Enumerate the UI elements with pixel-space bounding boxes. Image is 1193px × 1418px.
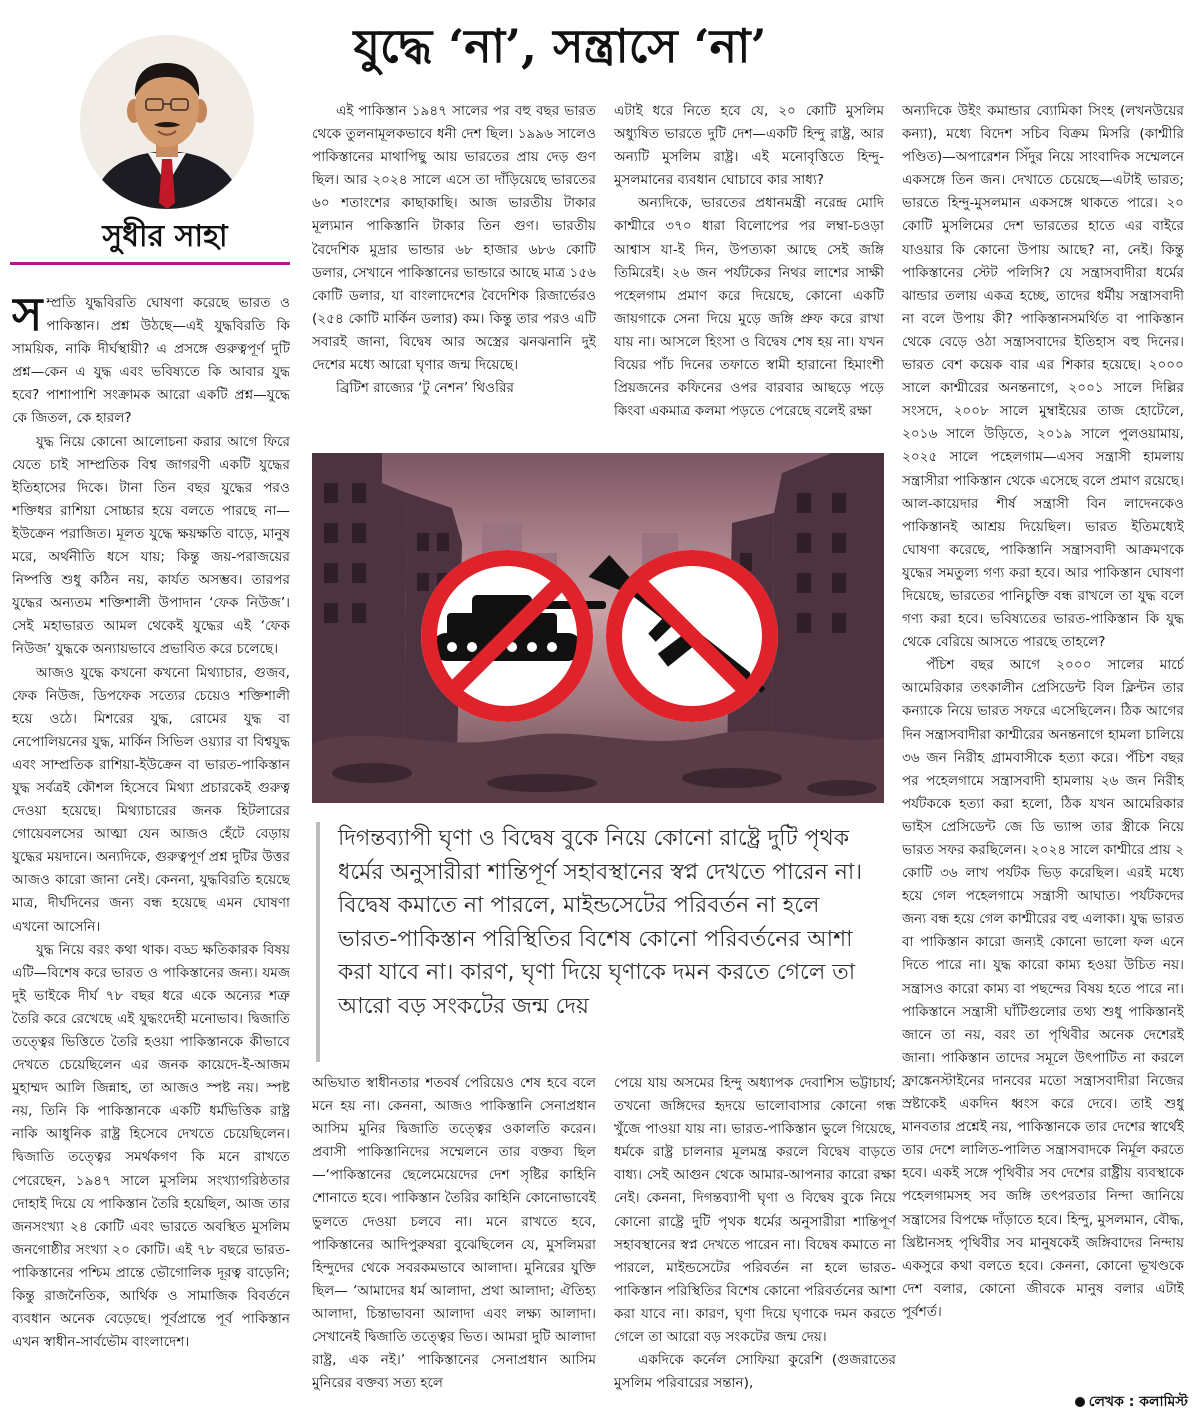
war-terror-illustration (312, 453, 884, 803)
author-photo (80, 35, 254, 209)
headline: যুদ্ধে ‘না’, সন্ত্রাসে ‘না’ (353, 19, 767, 73)
byline (1030, 1390, 1188, 1414)
paragraph: যুদ্ধ নিয়ে বরং কথা থাক। বড্ড ক্ষতিকারক বিষয় এটি—বিশেষ করে ভারত ও পাকিস্তানের জন্য। যমজ দুই ভাইকে দীর্ঘ ৭৮ বছর ধরে একে অন্যের শত্রু তৈরি করে রেখেছে এই যুদ্ধংদেহী মনোভাব। দ্বিজাতি তত্ত্বের ভিত্তিতে তৈরি হওয়া পাকিস্তানকে কীভাবে দেখতে চেয়েছিলেন এর জনক কায়েদে-ই-আজম মুহাম্মদ আলি জিন্নাহ, তা আজও স্পষ্ট নয়। স্পষ্ট নয়, তিনি কি পাকিস্তানকে একটি ধর্মভিত্তিক রাষ্ট্র নাকি আধুনিক রাষ্ট্র হিসেবে দেখতে চেয়েছিলেন। দ্বিজাতি তত্ত্বের সমর্থকগণ কি মনে রাখতে পেরেছেন, ১৯৪৭ সালে মুসলিম সংখ্যাগরিষ্ঠতার দোহাই দিয়ে যে পাকিস্তান তৈরি হয়েছিল, আজ তার জনসংখ্যা ২৪ কোটি এবং ভারতে অবস্থিত মুসলিম জনগোষ্ঠীর সংখ্যা ২০ কোটি। এই ৭৮ বছরে ভারত-পাকিস্তানের পশ্চিম প্রান্তে ভৌগোলিক দূরত্ব বাড়েনি; কিন্তু রাজনৈতিক, আর্থিক ও সামাজিক বিবর্তনে ব্যবধান অনেক বেড়েছে। পূর্বপ্রান্তে পূর্ব পাকিস্তান এখন স্বাধীন-সার্বভৌম বাংলাদেশ। (12, 941, 290, 1351)
article-column-3 (614, 100, 884, 450)
paragraph: পেয়ে যায় অসমের হিন্দু অধ্যাপক দেবাশিস ভট্টাচার্য; তখনো জঙ্গিদের হৃদয়ে ভালোবাসার কোনো গন্ধ খুঁজে পাওয়া যায় না। ভারত-পাকিস্তান ভুলে গিয়েছে, ধর্মকে রাষ্ট্র চালনার মূলমন্ত্র করলে বিদ্বেষ বাড়তে বাধ্য। সেই আগুন থেকে আমার-আপনার কারো রক্ষা নেই। কেননা, দিগন্তব্যাপী ঘৃণা ও বিদ্বেষ বুকে নিয়ে কোনো রাষ্ট্রে দুটি পৃথক ধর্মের অনুসারীরা শান্তিপূর্ণ সহাবস্থানের স্বপ্ন দেখতে পারেন না। বিদ্বেষ কমাতে না পারলে, মাইন্ডসেটের পরিবর্তন না হলে ভারত-পাকিস্তান পরিস্থিতির বিশেষ কোনো পরিবর্তনের আশা করা যাবে না। কারণ, ঘৃণা দিয়ে ঘৃণাকে দমন করতে গেলে তা আরো বড় সংকটের জন্ম দেয়। (614, 1075, 896, 1346)
paragraph: আজও যুদ্ধে কখনো কখনো মিথ্যাচার, গুজব, ফেক নিউজ, ডিপফেক সত্যের চেয়েও শক্তিশালী হয়ে ওঠে। মিশরের যুদ্ধ, রোমের যুদ্ধ বা নেপোলিয়নের যুদ্ধ, মার্কিন সিভিল ওয়্যার বা বিশ্বযুদ্ধ এবং সাম্প্রতিক রাশিয়া-ইউক্রেন বা ভারত-পাকিস্তান যুদ্ধ সর্বত্রই কৌশল হিসেবে মিথ্যা প্রচারকেই গুরুত্ব দেওয়া হয়েছে। মিথ্যাচারের জনক হিটলারের গোয়েবলসের আত্মা যেন আজও হেঁটে বেড়ায় যুদ্ধের ময়দানে। অন্যদিকে, গুরুত্বপূর্ণ প্রশ্ন দুটির উত্তর আজও কারো জানা নেই। কেননা, যুদ্ধবিরতি হয়েছে মাত্র, দীর্ঘদিনের জন্য বন্ধ হয়েছে এমন ঘোষণা এখনো আসেনি। (12, 664, 290, 935)
lead-paragraph-text: ম্প্রতি যুদ্ধবিরতি ঘোষণা করেছে ভারত ও পাকিস্তান। প্রশ্ন উঠছে—এই যুদ্ধবিরতি কি সাময়িক, নাকি দীর্ঘস্থায়ী? এ প্রসঙ্গে গুরুত্বপূর্ণ দুটি প্রশ্ন—কেন এ যুদ্ধ এবং ভবিষ্যতে কি আবার যুদ্ধ হবে? পাশাপাশি সংক্রামক আরো একটি প্রশ্ন—যুদ্ধে কে জিতল, কে হারল? (12, 295, 290, 427)
ruined-city-icon (312, 453, 884, 803)
paragraph: অন্যদিকে উইং কমান্ডার ব্যোমিকা সিংহ (লখনউয়ের কন্যা), মধ্যে বিদেশ সচিব বিক্রম মিসরি (কাশ্মীরি পণ্ডিত)—অপারেশন সিঁদুর নিয়ে সাংবাদিক সম্মেলনে একসঙ্গে তিন জন। দেখাতে চেয়েছে—এটাই ভারত; ভারতে হিন্দু-মুসলমান একসঙ্গে থাকতে পারে। ২০ কোটি মুসলিমের দেশ ভারতের হাতে এর বাইরে যাওয়ার কি কোনো উপায় আছে? না, নেই। কিন্তু পাকিস্তানের স্টেট পলিসি? যে সন্ত্রাসবাদীরা ধর্মের ঝান্ডার তলায় একত্র হচ্ছে, তাদের ধর্মীয় সন্ত্রাসবাদী না বলে উপায় কী? পাকিস্তানসমর্থিত বা পাকিস্তান থেকে বেড়ে ওঠা সন্ত্রাসবাদের ইতিহাস বহু দিনের। ভারত বেশ কয়েক বার এর শিকার হয়েছে। ২০০০ সালে কাশ্মীরের অনন্তনাগে, ২০০১ সালে দিল্লির সংসদে, ২০০৮ সালে মুম্বাইয়ের তাজ হোটেলে, ২০১৬ সালে উড়িতে, ২০১৯ সালে পুলওয়ামায়, ২০২৫ সালে পহেলগাম—এসব সন্ত্রাসী হামলায় সন্ত্রাসীরা পাকিস্তান থেকে এসেছে বলে প্রমাণ রয়েছে। আল-কায়েদার শীর্ষ সন্ত্রাসী বিন লাদেনকেও পাকিস্তানই আশ্রয় দিয়েছিল। ভারত ইতিমধ্যেই ঘোষণা করেছে, পাকিস্তানি সন্ত্রাসবাদী আক্রমণকে যুদ্ধের সমতুল্য গণ্য করা হবে। আর পাকিস্তান ঘোষণা দিয়েছে, ভারতের পানিচুক্তি বন্ধ রাখলে তা যুদ্ধ বলে গণ্য করা হবে। ভবিষ্যতের ভারত-পাকিস্তান কি যুদ্ধ থেকে বেরিয়ে আসতে পারছে তাহলে? (902, 103, 1184, 651)
paragraph: অন্যদিকে, ভারতের প্রধানমন্ত্রী নরেন্দ্র মোদি কাশ্মীরে ৩৭০ ধারা বিলোপের পর লম্বা-চওড়া আশ্বাস যা-ই দিন, উপত্যকা আছে সেই জঙ্গি তিমিরেই। ২৬ জন পর্যটকের নিথর লাশের সাক্ষী পহেলগাম প্রমাণ করে দিয়েছে, কোনো একটি জায়গাকে সেনা দিয়ে মুড়ে জঙ্গি প্রুফ করে রাখা যায় না। আসলে হিংসা ও বিদ্বেষ শেষ হয় না। যখন বিয়ের পাঁচ দিনের তফাতে স্বামী হারানো হিমাংশী প্রিয়জনের কফিনের ওপর বারবার আছড়ে পড়ে কিংবা একমাত্র কলমা পড়তে পেরেছে বলেই রক্ষা (614, 195, 884, 420)
paragraph: এই পাকিস্তান ১৯৪৭ সালের পর বহু বছর ভারত থেকে তুলনামূলকভাবে ধনী দেশ ছিল। ১৯৯৬ সালেও পাকিস্তানের মাথাপিছু আয় ভারতের প্রায় দেড় গুণ ছিল। আর ২০২৪ সালে এসে তা দাঁড়িয়েছে ভারতের ৬০ শতাংশের কাছাকাছি। আজ ভারতীয় টাকার মূল্যমান পাকিস্তানি টাকার তিন গুণ। ভারতীয় বৈদেশিক মুদ্রার ভান্ডার ৬৮ হাজার ৬৮৬ কোটি ডলার, সেখানে পাকিস্তানের ভান্ডারে আছে মাত্র ১৫৬ কোটি ডলার, যা বাংলাদেশের বৈদেশিক রিজার্ভেরও (২৫৪ কোটি মার্কিন ডলার) কম। কিন্তু তার পরও এটি সবারই জানা, বিদ্বেষ আর অস্ত্রের ঝনঝনানি দুই দেশের মধ্যে আরো ঘৃণার জন্ম দিয়েছে। (312, 103, 596, 374)
paragraph: অভিঘাত স্বাধীনতার শতবর্ষ পেরিয়েও শেষ হবে বলে মনে হয় না। কেননা, আজও পাকিস্তানি সেনাপ্রধান আসিম মুনির দ্বিজাতি তত্ত্বের ওকালতি করেন। প্রবাসী পাকিস্তানিদের সম্মেলনে তার বক্তব্য ছিল—‘পাকিস্তানের ছেলেমেয়েদের দেশ সৃষ্টির কাহিনি শোনাতে হবে। পাকিস্তান তৈরির কাহিনি কোনোভাবেই ভুলতে দেওয়া চলবে না। মনে রাখতে হবে, পাকিস্তানের আদিপুরুষরা বুঝেছিলেন যে, মুসলিমরা হিন্দুদের থেকে সবরকমভাবে আলাদা। মুনিরের যুক্তি ছিল— ‘আমাদের ধর্ম আলাদা, প্রথা আলাদা; ঐতিহ্য আলাদা, চিন্তাভাবনা আলাদা এবং লক্ষ্য আলাদা। সেখানেই দ্বিজাতি তত্ত্বের ভিত। আমরা দুটি আলাদা রাষ্ট্র, এক নই।’ পাকিস্তানের সেনাপ্রধান আসিম মুনিরের বক্তব্য সত্য হলে (312, 1075, 596, 1392)
lead-paragraph (12, 292, 290, 431)
paragraph: যুদ্ধ নিয়ে কোনো আলোচনা করার আগে ফিরে যেতে চাই সাম্প্রতিক বিশ্ব জাগরণী একটি যুদ্ধের ইতিহাসের দিকে। টানা তিন বছর যুদ্ধের পরও শক্তিধর রাশিয়া সোচ্চার হয়ে বলতে পারছে না—ইউক্রেন পরাজিত। মূলত যুদ্ধে ক্ষয়ক্ষতি বাড়ে, মানুষ মরে, অর্থনীতি ধসে যায়; কিন্তু জয়-পরাজয়ের নিষ্পত্তি শুধু কঠিন নয়, কার্যত অসম্ভব। তারপর যুদ্ধের অন্যতম শক্তিশালী উপাদান ‘ফেক নিউজ’। সেই মহাভারত আমল থেকেই যুদ্ধের এই ‘ফেক নিউজ’ যুদ্ধকে অন্যায়ভাবে প্রভাবিত করে চলেছে। (12, 433, 290, 658)
paragraph: এটাই ধরে নিতে হবে যে, ২০ কোটি মুসলিম অধ্যুষিত ভারতে দুটি দেশ—একটি হিন্দু রাষ্ট্র, আর অন্যটি মুসলিম রাষ্ট্র। এই মনোবৃত্তিতে হিন্দু-মুসলমানের ব্যবধান ঘোচাবে কার সাধ্য? (614, 103, 884, 189)
article-column-2 (312, 100, 596, 450)
article-column-5 (312, 1072, 596, 1417)
paragraph: একদিকে কর্নেল সোফিয়া কুরেশি (গুজরাতের মুসলিম পরিবারের সন্তান), (614, 1352, 896, 1392)
author-divider (10, 262, 290, 265)
dropcap: স (12, 292, 43, 341)
pull-quote: দিগন্তব্যাপী ঘৃণা ও বিদ্বেষ বুকে নিয়ে কোনো রাষ্ট্রে দুটি পৃথক ধর্মের অনুসারীরা শান্তিপূর্ণ সহাবস্থানের স্বপ্ন দেখতে পারেন না। বিদ্বেষ কমাতে না পারলে, মাইন্ডসেটের পরিবর্তন না হলে ভারত-পাকিস্তান পরিস্থিতির বিশেষ কোনো পরিবর্তনের আশা করা যাবে না। কারণ, ঘৃণা দিয়ে ঘৃণাকে দমন করতে গেলে তা আরো বড় সংকটের জন্ম দেয় (316, 822, 884, 1062)
article-column-6 (614, 1072, 896, 1417)
author-name: সুধীর সাহা (102, 219, 228, 254)
author-portrait-icon (80, 35, 254, 209)
byline-text: লেখক : কলামিস্ট (1088, 1394, 1188, 1410)
article-column-4 (902, 100, 1184, 1380)
bullet-icon (1075, 1397, 1085, 1407)
paragraph: ব্রিটিশ রাজ্যের ‘টু নেশন’ থিওরির (336, 380, 515, 397)
paragraph: পঁচিশ বছর আগে ২০০০ সালের মার্চে আমেরিকার তৎকালীন প্রেসিডেন্ট বিল ক্লিন্টন তার কন্যাকে নিয়ে ভারত সফরে এসেছিলেন। ঠিক আগের দিন সন্ত্রাসবাদীরা কাশ্মীরের অনন্তনাগে হামলা চালিয়ে ৩৬ জন নিরীহ গ্রামবাসীকে হত্যা করে। পঁচিশ বছর পর পহেলগামে সন্ত্রাসবাদী হামলায় ২৬ জন নিরীহ পর্যটককে হত্যা করা হলো, ঠিক যখন আমেরিকার ভাইস প্রেসিডেন্ট জে ডি ভ্যান্স তার স্ত্রীকে নিয়ে ভারত সফর করছিলেন। ২০২৪ সালে কাশ্মীরে প্রায় ২ কোটি ৩৬ লাখ পর্যটক ভিড় করেছিল। এরই মধ্যে হয়ে গেল পহেলগামে সন্ত্রাসী আঘাত। পর্যটকদের জন্য বন্ধ হয়ে গেল কাশ্মীরের বহু এলাকা। যুদ্ধ ভারত বা পাকিস্তান কারো জন্যই কোনো ভালো ফল এনে দিতে পারে না। যুদ্ধ কারো কাম্য হওয়া উচিত নয়। সন্ত্রাসও কারো কাম্য বা পছন্দের বিষয় হতে পারে না। পাকিস্তানে সন্ত্রাসী ঘাঁটিগুলোর তথ্য শুধু পাকিস্তানই জানে তা নয়, বরং তা পৃথিবীর অনেক দেশেরই জানা। পাকিস্তান তাদের সমূলে উৎপাটিত না করলে ফ্রাঙ্কেনস্টাইনের দানবের মতো সন্ত্রাসবাদীরা নিজের স্রষ্টাকেই একদিন ধ্বংস করে দেবে। তাই শুধু মানবতার প্রশ্নেই নয়, পাকিস্তানকে তার দেশের স্বার্থেই তার দেশে লালিত-পালিত সন্ত্রাসবাদকে নির্মূল করতে হবে। একই সঙ্গে পৃথিবীর সব দেশের রাষ্ট্রীয় ব্যবস্থাকে পহেলগামসহ সব জঙ্গি তৎপরতার নিন্দা জানিয়ে সন্ত্রাসের বিপক্ষে দাঁড়াতে হবে। হিন্দু, মুসলমান, বৌদ্ধ, খ্রিষ্টানসহ পৃথিবীর সব মানুষকেই জঙ্গিবাদের নিন্দায় একসুরে কথা বলতে হবে। কেননা, কোনো ভূখণ্ডকে দেশ বলার, কোনো জীবকে মানুষ বলার এটাই পূর্বশর্ত। (902, 657, 1184, 1320)
article-column-1 (12, 292, 290, 1410)
